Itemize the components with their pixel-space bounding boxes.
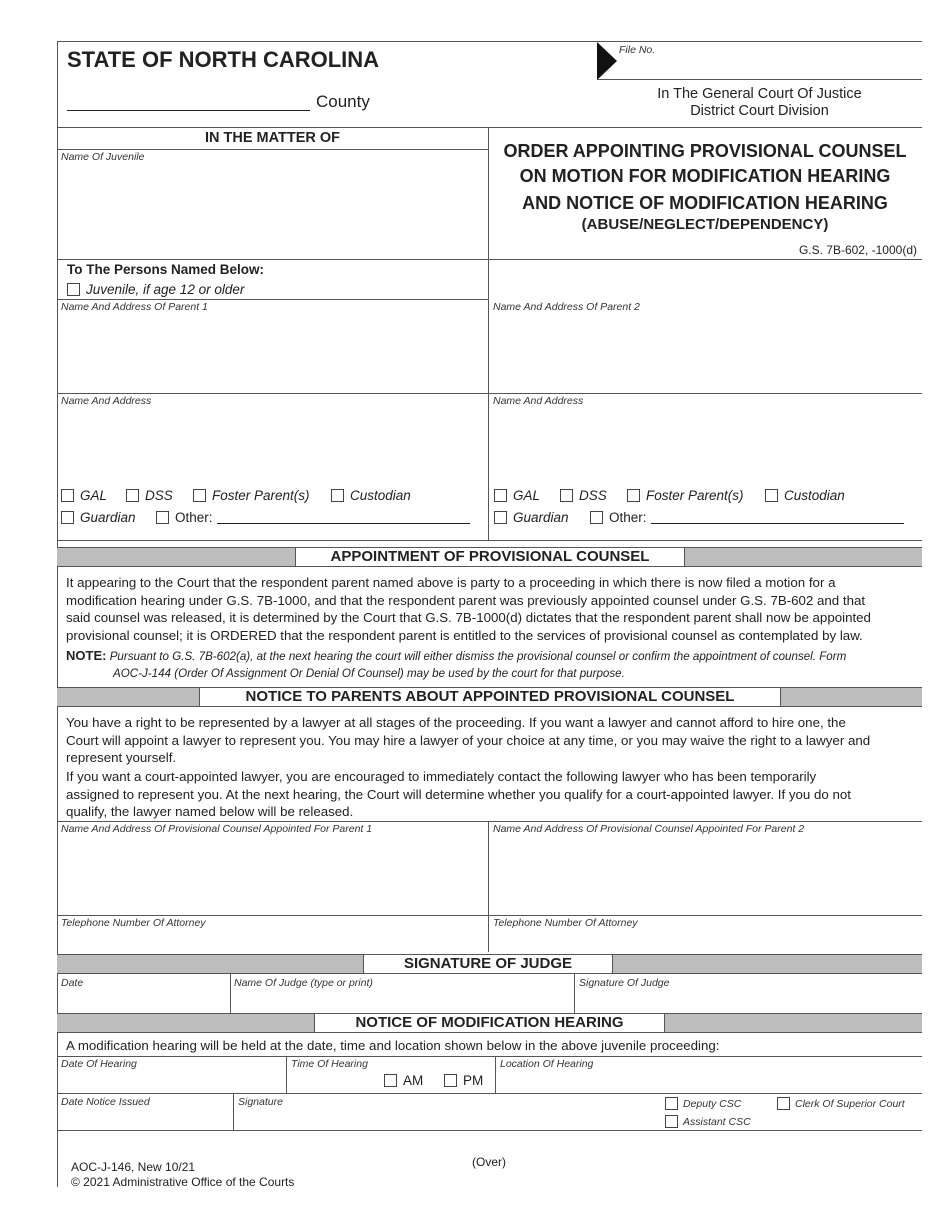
file-no-label: File No. bbox=[619, 44, 656, 56]
note-line-1: Pursuant to G.S. 7B-602(a), at the next hearing the court will either dismiss the provisional counsel or confirm the appointment of counsel. Form bbox=[109, 650, 847, 663]
over-indicator: (Over) bbox=[472, 1155, 506, 1169]
form-title-line-2: ON MOTION FOR MODIFICATION HEARING bbox=[519, 166, 891, 186]
other-person-right-field[interactable] bbox=[492, 410, 920, 482]
right-guardian-checkbox[interactable] bbox=[494, 511, 507, 524]
right-foster-label: Foster Parent(s) bbox=[646, 488, 744, 503]
juvenile-checkbox[interactable] bbox=[67, 283, 80, 296]
county-label: County bbox=[316, 92, 370, 111]
court-line-2: District Court Division bbox=[690, 103, 829, 119]
note-label: NOTE: bbox=[66, 648, 107, 663]
county-input-line[interactable] bbox=[67, 110, 310, 111]
assistant-csc-checkbox[interactable] bbox=[665, 1115, 678, 1128]
juvenile-name-field[interactable] bbox=[60, 166, 485, 256]
left-other-checkbox[interactable] bbox=[156, 511, 169, 524]
matter-heading: IN THE MATTER OF bbox=[204, 130, 341, 146]
right-guardian-label: Guardian bbox=[513, 510, 569, 525]
notice-paragraph-1: You have a right to be represented by a lawyer at all stages of the proceeding. If you want a lawyer and cannot afford to hire one, the Court will appoint a lawyer to represent you. You may hire a lawyer of your choice at any time, or you may waive the right to a lawyer and represent yourself. bbox=[66, 715, 871, 765]
left-dss-label: DSS bbox=[145, 488, 173, 503]
attorney1-phone-field[interactable] bbox=[60, 932, 485, 950]
form-title-line-3: AND NOTICE OF MODIFICATION HEARING bbox=[522, 193, 888, 213]
hearing-heading: NOTICE OF MODIFICATION HEARING bbox=[314, 1013, 665, 1033]
right-other-input-line[interactable] bbox=[651, 523, 904, 524]
attorney2-phone-label: Telephone Number Of Attorney bbox=[493, 917, 638, 929]
file-no-arrow-icon bbox=[597, 42, 617, 80]
am-checkbox[interactable] bbox=[384, 1074, 397, 1087]
other-person-left-label: Name And Address bbox=[61, 395, 152, 407]
clerk-signature-field[interactable] bbox=[237, 1110, 657, 1128]
assistant-csc-label: Assistant CSC bbox=[683, 1116, 751, 1128]
counsel2-field[interactable] bbox=[492, 838, 920, 913]
juvenile-option-label: Juvenile, if age 12 or older bbox=[86, 282, 245, 297]
statute-reference: G.S. 7B-602, -1000(d) bbox=[798, 243, 917, 257]
attorney2-phone-field[interactable] bbox=[492, 932, 920, 950]
judge-date-field[interactable] bbox=[60, 991, 227, 1011]
attorney1-phone-label: Telephone Number Of Attorney bbox=[61, 917, 206, 929]
other-person-right-label: Name And Address bbox=[493, 395, 584, 407]
deputy-csc-checkbox[interactable] bbox=[665, 1097, 678, 1110]
date-issued-label: Date Notice Issued bbox=[61, 1096, 150, 1108]
right-custodian-checkbox[interactable] bbox=[765, 489, 778, 502]
form-title-line-1: ORDER APPOINTING PROVISIONAL COUNSEL bbox=[503, 141, 907, 161]
judge-signature-label: Signature Of Judge bbox=[579, 977, 670, 989]
left-custodian-label: Custodian bbox=[350, 488, 411, 503]
right-dss-checkbox[interactable] bbox=[560, 489, 573, 502]
judge-date-label: Date bbox=[61, 977, 84, 989]
parent2-field[interactable] bbox=[492, 316, 920, 390]
court-line-1: In The General Court Of Justice bbox=[657, 86, 862, 102]
right-gal-label: GAL bbox=[513, 488, 541, 503]
left-dss-checkbox[interactable] bbox=[126, 489, 139, 502]
judge-name-field[interactable] bbox=[233, 991, 571, 1011]
deputy-csc-label: Deputy CSC bbox=[683, 1098, 742, 1110]
right-dss-label: DSS bbox=[579, 488, 607, 503]
other-person-left-field[interactable] bbox=[60, 410, 485, 482]
right-gal-checkbox[interactable] bbox=[494, 489, 507, 502]
left-gal-label: GAL bbox=[80, 488, 108, 503]
right-foster-checkbox[interactable] bbox=[627, 489, 640, 502]
date-issued-field[interactable] bbox=[60, 1110, 230, 1128]
right-custodian-label: Custodian bbox=[784, 488, 845, 503]
right-other-checkbox[interactable] bbox=[590, 511, 603, 524]
form-title-line-4: (ABUSE/NEGLECT/DEPENDENCY) bbox=[581, 216, 829, 233]
hearing-intro: A modification hearing will be held at the date, time and location shown below in the above juvenile proceeding: bbox=[66, 1038, 720, 1053]
judge-name-label: Name Of Judge (type or print) bbox=[234, 977, 373, 989]
parent2-label: Name And Address Of Parent 2 bbox=[493, 301, 640, 313]
hearing-location-field[interactable] bbox=[499, 1072, 920, 1091]
appointment-note bbox=[66, 647, 916, 682]
hearing-time-label: Time Of Hearing bbox=[291, 1058, 368, 1070]
left-foster-label: Foster Parent(s) bbox=[212, 488, 310, 503]
am-label: AM bbox=[403, 1073, 424, 1088]
appointment-heading: APPOINTMENT OF PROVISIONAL COUNSEL bbox=[295, 547, 685, 567]
left-custodian-checkbox[interactable] bbox=[331, 489, 344, 502]
hearing-date-label: Date Of Hearing bbox=[61, 1058, 137, 1070]
hearing-location-label: Location Of Hearing bbox=[500, 1058, 594, 1070]
notice-parents-heading: NOTICE TO PARENTS ABOUT APPOINTED PROVISIONAL COUNSEL bbox=[199, 687, 781, 707]
left-guardian-checkbox[interactable] bbox=[61, 511, 74, 524]
judge-heading: SIGNATURE OF JUDGE bbox=[363, 954, 613, 974]
pm-checkbox[interactable] bbox=[444, 1074, 457, 1087]
counsel1-field[interactable] bbox=[60, 838, 485, 913]
pm-label: PM bbox=[463, 1073, 484, 1088]
hearing-date-field[interactable] bbox=[60, 1072, 283, 1091]
parent1-label: Name And Address Of Parent 1 bbox=[61, 301, 208, 313]
state-title: STATE OF NORTH CAROLINA bbox=[67, 47, 380, 72]
judge-signature-field[interactable] bbox=[578, 991, 920, 1011]
left-guardian-label: Guardian bbox=[80, 510, 136, 525]
juvenile-name-label: Name Of Juvenile bbox=[61, 151, 145, 163]
parent1-field[interactable] bbox=[60, 316, 485, 390]
left-other-label: Other: bbox=[175, 510, 213, 525]
clerk-signature-label: Signature bbox=[238, 1096, 283, 1108]
note-line-2: AOC-J-144 (Order Of Assignment Or Denial Of Counsel) may be used by the court for that purpose. bbox=[113, 667, 625, 680]
persons-heading: To The Persons Named Below: bbox=[67, 262, 265, 277]
clerk-superior-court-label: Clerk Of Superior Court bbox=[795, 1098, 905, 1110]
appointment-paragraph: It appearing to the Court that the respondent parent named above is party to a proceeding in which there is now filed a motion for a modification hearing under G.S. 7B-1000, and that the respondent parent was previously appointed counsel under G.S. 7B-602 and that said counsel was released, it is determined by the Court that G.S. 7B-1000(d) dictates that the respondent parent shall now be appointed provisional counsel; it is ORDERED that the respondent parent is entitled to the services of provisional counsel as contemplated by law. bbox=[66, 575, 871, 643]
copyright: © 2021 Administrative Office of the Courts bbox=[71, 1175, 295, 1189]
left-gal-checkbox[interactable] bbox=[61, 489, 74, 502]
right-other-label: Other: bbox=[609, 510, 647, 525]
left-other-input-line[interactable] bbox=[217, 523, 470, 524]
file-no-input[interactable] bbox=[620, 58, 920, 78]
counsel1-label: Name And Address Of Provisional Counsel Appointed For Parent 1 bbox=[61, 823, 373, 835]
notice-paragraph-2: If you want a court-appointed lawyer, you are encouraged to immediately contact the following lawyer who has been temporarily assigned to represent you. At the next hearing, the Court will determine whether you qualify for a court-appointed lawyer. If you do not qualify, the lawyer named below will be released. bbox=[66, 769, 851, 819]
left-foster-checkbox[interactable] bbox=[193, 489, 206, 502]
counsel2-label: Name And Address Of Provisional Counsel Appointed For Parent 2 bbox=[493, 823, 805, 835]
clerk-superior-court-checkbox[interactable] bbox=[777, 1097, 790, 1110]
form-number: AOC-J-146, New 10/21 bbox=[71, 1160, 196, 1174]
hearing-time-field[interactable] bbox=[290, 1072, 380, 1091]
